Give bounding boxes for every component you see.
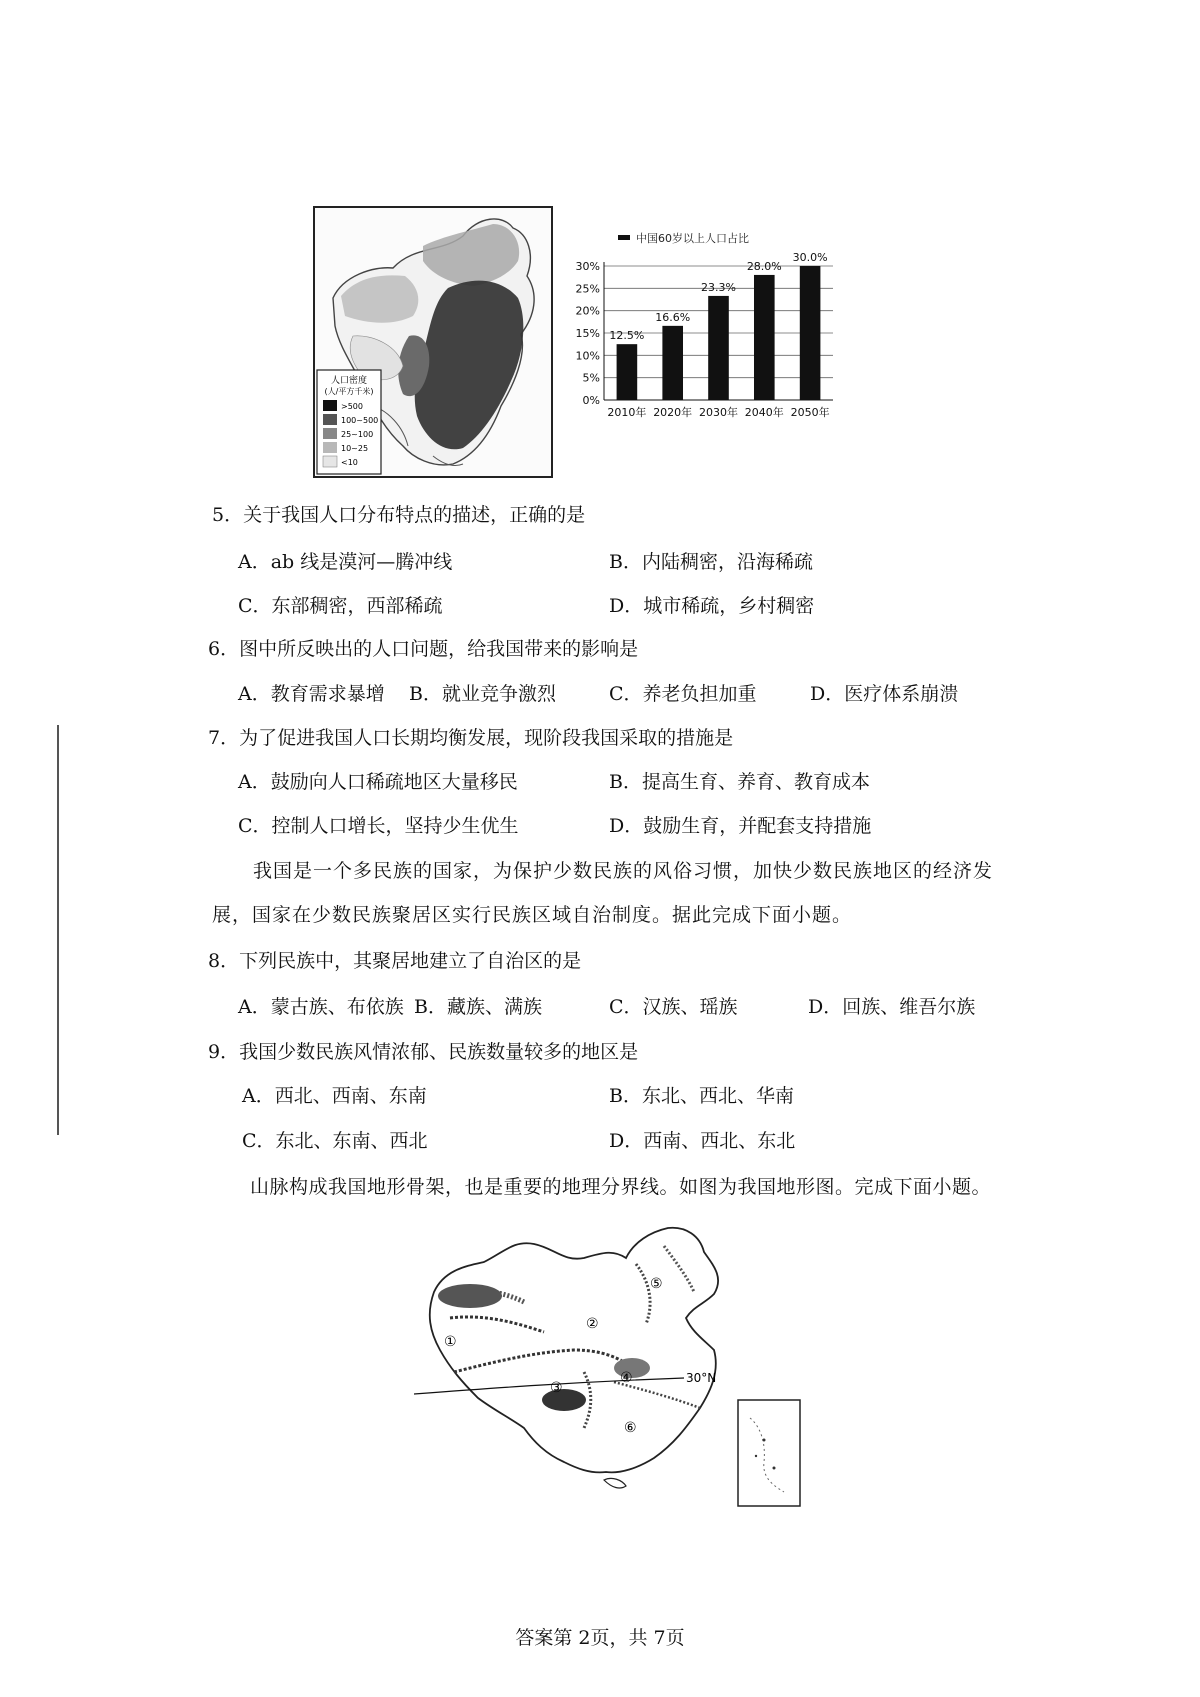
map-marker-6: ⑥ xyxy=(624,1420,637,1436)
map-marker-1: ① xyxy=(444,1334,457,1350)
q5-option-a[interactable]: A．ab 线是漠河—腾冲线 xyxy=(238,551,453,573)
x-tick-label: 2020年 xyxy=(653,406,693,419)
q5-option-d[interactable]: D．城市稀疏，乡村稠密 xyxy=(609,595,815,617)
q7-option-a[interactable]: A．鼓励向人口稀疏地区大量移民 xyxy=(238,771,518,793)
legend-item-3: 25~100 xyxy=(341,430,374,439)
data-label: 28.0% xyxy=(746,259,782,273)
data-label: 30.0% xyxy=(792,251,828,264)
aging-population-bar-chart xyxy=(558,228,908,464)
q7-option-c[interactable]: C．控制人口增长，坚持少生优生 xyxy=(238,815,519,837)
y-tick-label: 25% xyxy=(575,282,600,296)
x-tick-label: 2010年 xyxy=(607,406,647,419)
legend-item-2: 100~500 xyxy=(341,416,379,425)
x-tick-label: 2050年 xyxy=(790,406,830,419)
question-6-stem: 6．图中所反映出的人口问题，给我国带来的影响是 xyxy=(208,638,639,660)
q8-option-d[interactable]: D．回族、维吾尔族 xyxy=(808,996,976,1018)
legend-item-1: >500 xyxy=(341,402,363,411)
bar-2020年 xyxy=(662,326,683,400)
q9-option-a[interactable]: A．西北、西南、东南 xyxy=(242,1085,427,1107)
legend-title: 人口密度 xyxy=(330,376,368,386)
data-label: 12.5% xyxy=(609,329,645,343)
x-tick-label: 2030年 xyxy=(699,406,738,419)
map-marker-4: ④ xyxy=(620,1370,633,1386)
y-tick-label: 15% xyxy=(575,327,600,340)
question-5-stem: 5．关于我国人口分布特点的描述，正确的是 xyxy=(212,504,586,526)
bar-2050年 xyxy=(800,266,821,400)
question-8-stem: 8．下列民族中，其聚居地建立了自治区的是 xyxy=(208,950,582,972)
china-terrain-map xyxy=(414,1222,804,1512)
y-tick-label: 0% xyxy=(582,394,600,407)
page-footer: 答案第 2页，共 7页 xyxy=(515,1627,685,1649)
y-tick-label: 20% xyxy=(575,304,600,318)
y-tick-label: 10% xyxy=(575,349,600,363)
binding-margin-line xyxy=(57,725,59,1135)
legend-swatch xyxy=(618,235,630,240)
map-marker-3: ③ xyxy=(550,1380,563,1396)
y-tick-label: 5% xyxy=(582,371,600,385)
legend-subtitle: (人/平方千米) xyxy=(324,387,374,396)
q8-option-a[interactable]: A．蒙古族、布依族 xyxy=(238,996,404,1018)
map-marker-5: ⑤ xyxy=(650,1276,663,1292)
bar-2010年 xyxy=(617,344,638,400)
passage-ethnic-line-1: 我国是一个多民族的国家，为保护少数民族的风俗习惯，加快少数民族地区的经济发 xyxy=(253,860,994,882)
y-tick-label: 30% xyxy=(575,260,600,273)
x-tick-label: 2040年 xyxy=(744,406,784,419)
q9-option-b[interactable]: B．东北、西北、华南 xyxy=(609,1085,794,1107)
q5-option-c[interactable]: C．东部稠密，西部稀疏 xyxy=(238,595,443,617)
q9-option-c[interactable]: C．东北、东南、西北 xyxy=(242,1130,428,1152)
data-label: 23.3% xyxy=(701,280,736,294)
question-7-stem: 7．为了促进我国人口长期均衡发展，现阶段我国采取的措施是 xyxy=(208,727,734,749)
q7-option-b[interactable]: B．提高生育、养育、教育成本 xyxy=(609,771,870,793)
bar-2040年 xyxy=(754,275,775,400)
question-9-stem: 9．我国少数民族风情浓郁、民族数量较多的地区是 xyxy=(208,1041,639,1063)
chart-title: 中国60岁以上人口占比 xyxy=(636,232,749,245)
q5-option-b[interactable]: B．内陆稠密，沿海稀疏 xyxy=(609,551,813,573)
latitude-label: 30°N xyxy=(686,1371,717,1385)
q6-option-b[interactable]: B．就业竞争激烈 xyxy=(409,683,556,705)
q8-option-b[interactable]: B．藏族、满族 xyxy=(414,996,542,1018)
map-marker-2: ② xyxy=(586,1316,599,1332)
bar-2030年 xyxy=(708,296,729,400)
q6-option-c[interactable]: C．养老负担加重 xyxy=(609,683,757,705)
legend-item-5: <10 xyxy=(341,458,358,467)
data-label: 16.6% xyxy=(655,310,691,324)
q7-option-d[interactable]: D．鼓励生育，并配套支持措施 xyxy=(609,815,872,837)
passage-terrain: 山脉构成我国地形骨架，也是重要的地理分界线。如图为我国地形图。完成下面小题。 xyxy=(250,1176,992,1198)
population-density-map xyxy=(313,206,553,478)
q6-option-a[interactable]: A．教育需求暴增 xyxy=(238,683,385,705)
q9-option-d[interactable]: D．西南、西北、东北 xyxy=(609,1130,796,1152)
q6-option-d[interactable]: D．医疗体系崩溃 xyxy=(810,683,959,705)
q8-option-c[interactable]: C．汉族、瑶族 xyxy=(609,996,738,1018)
passage-ethnic-line-2: 展，国家在少数民族聚居区实行民族区域自治制度。据此完成下面小题。 xyxy=(212,904,853,926)
legend-item-4: 10~25 xyxy=(341,444,369,453)
